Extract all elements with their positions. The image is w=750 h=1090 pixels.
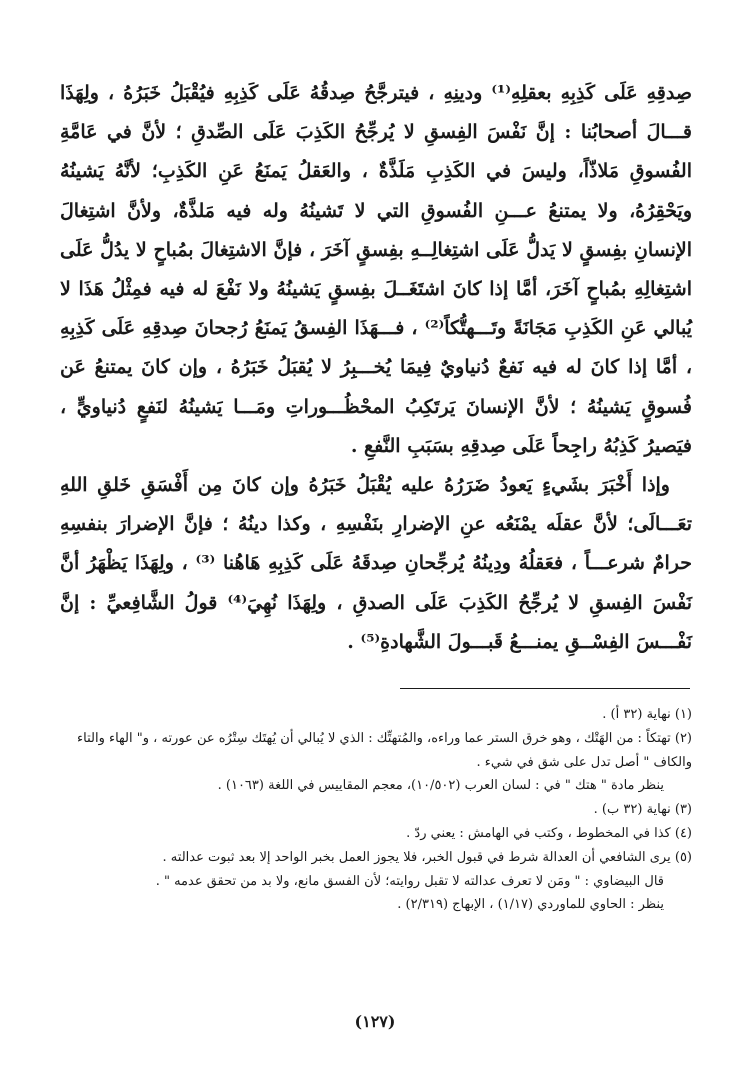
footnote-3: (٣) نهاية (٣٢ ب) .	[593, 802, 692, 818]
footnote-1: (١) نهاية (٣٢ أ) .	[602, 707, 692, 722]
footnote-2: (٢) تهتكاً : من الهَتْك ، وهو خرق الستر عما وراءه، والمُتهتِّك : الذي لا يُبالي أن يُهتَك سِتْرُه عن عورته ، و" الهاء والتاء والكاف " أصل تدل على شق في شيء .	[77, 730, 692, 770]
main-paragraph-2: وإذا أَخْبَرَ بشَيءٍ يَعودُ ضَرَرُهُ عليه يُقْبَلُ خَبَرُهُ وإن كانَ مِن أَفْسَقِ خَلقِ اللهِ تعَـــالَى؛ لأنَّ عقلَه يمْنَعُه عنِ الإضرارِ بنَفْسِهِ ، وكذا دينُهُ ؛ فإنَّ الإضرارَ بنفسِهِ حرامٌ شرعـــاً ، فعَقلُهُ ودِينُهُ يُرجِّحانِ صِدقَهُ عَلَى كَذِبِهِ هَاهُنا ⁽³⁾ ، ولِهَذَا يَظْهَرُ أنَّ نَفْسَ الفِسقِ لا يُرجِّحُ الكَذِبَ عَلَى الصدقِ ، ولِهَذَا نُهِيَ⁽⁴⁾ قولُ الشَّافِعيِّ : إنَّ نَفْـــسَ الفِسْــقِ يمنـــعُ قَبـــولَ الشَّهادةِ⁽⁵⁾ .	[60, 474, 693, 653]
footnotes	[60, 703, 692, 917]
main-text-block	[60, 74, 692, 662]
footnote-5-reference: ينظر : الحاوي للماوردي (١/١٧) ، الإبهاج (٢/٣١٩) .	[397, 897, 664, 913]
main-paragraph-1: صِدقِهِ عَلَى كَذِبِهِ بعقلِهِ⁽¹⁾ ودينِهِ ، فيترجَّحُ صِدقُهُ عَلَى كَذِبِهِ فيُقْبَلُ خَبَرُهُ ، ولِهَذَا قـــالَ أصحابُنا : إنَّ نَفْسَ الفِسقِ لا يُرجِّحُ الكَذِبَ عَلَى الصِّدقِ ؛ لأنَّ في عَامَّةِ الفُسوقِ مَلاذّاً، وليسَ في الكَذِبِ مَلَذَّةٌ ، والعَقلُ يَمنَعُ عَنِ الكَذِبِ؛ لأنَّهُ يَشينُهُ ويَحْقِرُهُ، ولا يمتنعُ عـــنِ الفُسوقِ التي لا تَشينُهُ وله فيه مَلذَّةٌ، ولأنَّ اشتِغالَ الإنسانِ بفِسقٍ لا يَدلُّ عَلَى اشتِغالِــهِ بفِسقٍ آخَرَ ، فإنَّ الاشتِغالَ بمُباحٍ لا يدُلُّ عَلَى اشتِغالِهِ بمُباحٍ آخَرَ، أمَّا إذا كانَ اشتَغَــلَ بفِسقٍ يَشينُهُ ولا نَفْعَ له فيه فمِثْلُ هَذَا لا يُبالي عَنِ الكَذِبِ مَجَانَةً وتَـــهتُّكاً⁽²⁾ ، فـــهَذَا الفِسقُ يَمنَعُ رُجحانَ صِدقِهِ عَلَى كَذِبِهِ ، أمَّا إذا كانَ له فيه نَفعٌ دُنياويٌ فِيمَا يُخـــبِرُ لا يُقبَلُ خَبَرُهُ ، وإن كانَ يمتنعُ عَن فُسوقٍ يَشينُهُ ؛ لأنَّ الإنسانَ يَرتَكِبُ المحْظُـــوراتِ ومَـــا يَشينُهُ لنَفعٍ دُنياويٍّ ، فيَصيرُ كَذِبُهُ راجِحاً عَلَى صِدقِهِ بسَبَبِ النَّفعِ .	[60, 82, 692, 457]
footnote-5-quote: قال البيضاوي : " ومَن لا تعرف عدالته لا تقبل روايته؛ لأن الفسق مانع، ولا بد من تحقق عدمه " .	[155, 873, 664, 889]
footnote-4: (٤) كذا في المخطوط ، وكتب في الهامش : يعني ردّ .	[406, 825, 692, 841]
footnote-divider	[400, 688, 690, 689]
footnote-2-reference: ينظر مادة " هتك " في : لسان العرب (١٠/٥٠٢)، معجم المقاييس في اللغة (١٠٦٣) .	[217, 778, 664, 794]
page-number: (١٢٧)	[354, 1012, 396, 1031]
footnote-5: (٥) يرى الشافعي أن العدالة شرط في قبول الخبر، فلا يجوز العمل بخبر الواحد إلا بعد ثبوت عدالته .	[162, 849, 692, 865]
